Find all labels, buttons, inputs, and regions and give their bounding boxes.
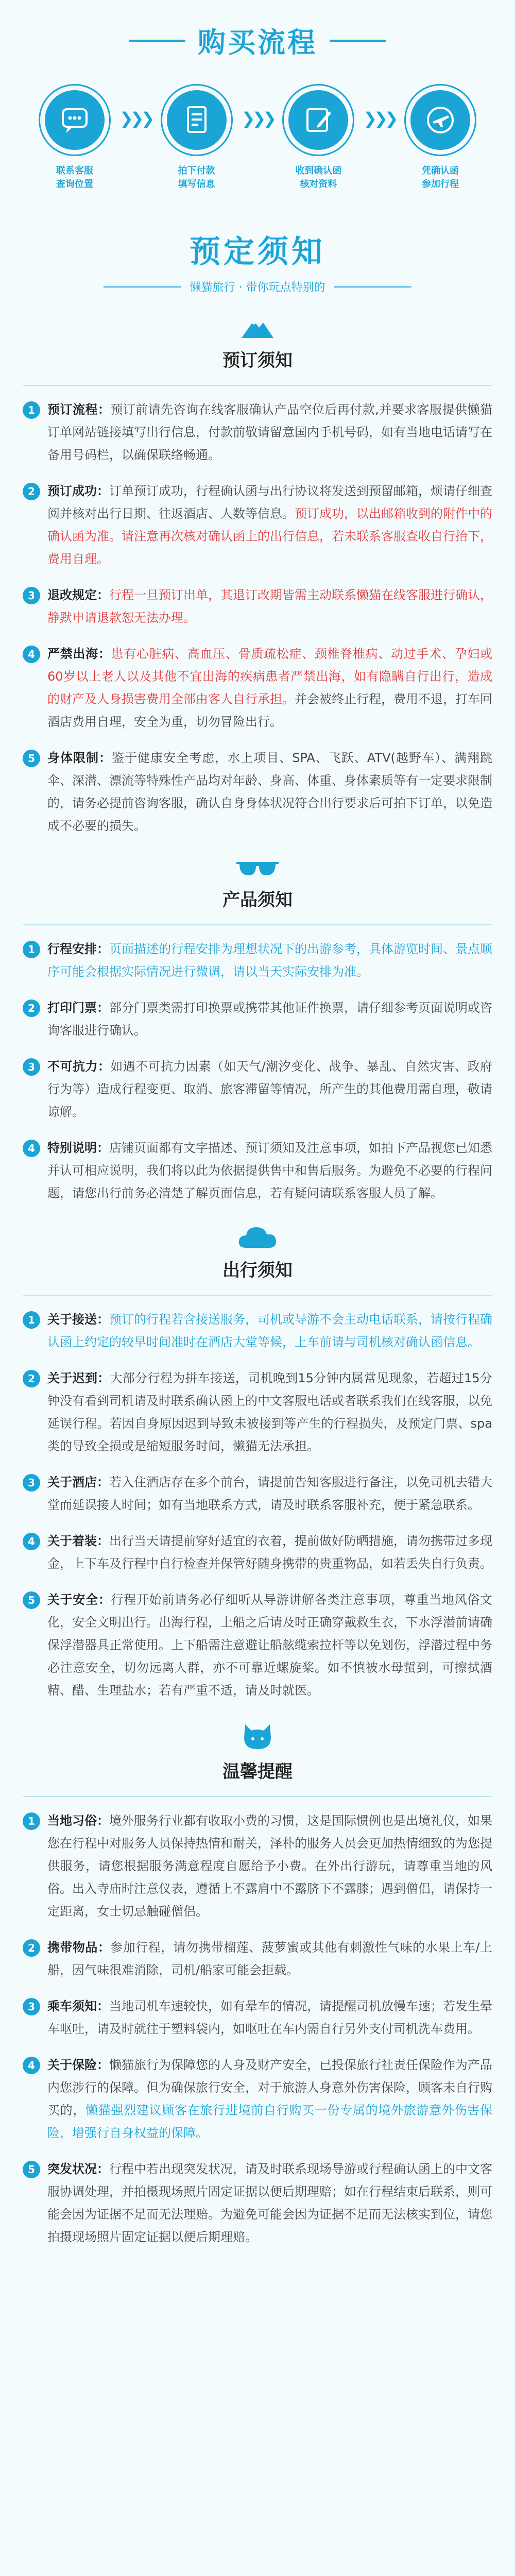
item-number-badge: 5 <box>23 1591 40 1609</box>
item-body-text: 行程开始前请务必仔细听从导游讲解各类注意事项，尊重当地风俗文化，安全文明出行。出海行程，上船之后请及时正确穿戴救生衣，下水浮潜前请确保浮潜器具正常使用。上下船需注意避让船舷缆索拉杆等以免划伤，浮潜过程中务必注意安全，切勿远离人群，亦不可靠近螺旋桨。如不慎被水母蜇到，可擦拭酒精、醋、生理盐水；若有严重不适，请及时就医。 <box>47 1592 492 1698</box>
item-number-badge: 1 <box>23 401 40 419</box>
item-body-text: 当地司机车速较快，如有晕车的情况，请提醒司机放慢车速；若发生晕车呕吐，请及时就往于塑料袋内，如呕吐在车内需自行另外支付司机洗车费用。 <box>47 1999 492 2036</box>
arrow-icon: ❯❯❯ <box>119 109 152 128</box>
arrow-icon: ❯❯❯ <box>241 109 274 128</box>
item-text <box>47 1308 492 1353</box>
list-item <box>23 1367 492 1458</box>
item-number-badge: 5 <box>23 750 40 767</box>
item-text <box>47 938 492 983</box>
list-item <box>23 1588 492 1702</box>
item-number-badge: 1 <box>23 1311 40 1329</box>
right-deco-line <box>330 40 386 42</box>
left-deco-line <box>104 286 181 287</box>
flow-step-3 <box>274 84 362 191</box>
item-number-badge: 1 <box>23 941 40 958</box>
list-item <box>23 1530 492 1575</box>
item-label: 预订成功： <box>47 484 109 498</box>
item-body-text: 店铺页面都有文字描述、预订须知及注意事项，如拍下产品视您已知悉并认可相应说明，我们将以此为依据提供售中和售后服务。为避免不必要的行程问题，请您出行前务必清楚了解页面信息，若有疑问请联系客服人员了解。 <box>47 1141 492 1200</box>
item-body-text: 大部分行程为拼车接送，司机晚到15分钟内属常见现象，若超过15分钟没有看到司机请及时联系确认函上的中文客服电话或者联系我们在线客服，以免延误行程。若因自身原因迟到导致未被接到等产生的行程损失，及预定门票、spa类的导致全损或是缩短服务时间，懒猫无法承担。 <box>47 1371 493 1453</box>
item-text <box>47 1530 492 1575</box>
notice-header <box>0 227 515 295</box>
item-body-text: 出行当天请提前穿好适宜的衣着，提前做好防晒措施，请勿携带过多现金，上下车及行程中自行检查并保管好随身携带的贵重物品，如若丢失自行负责。 <box>47 1534 492 1571</box>
flow-title: 购买流程 <box>198 26 317 59</box>
cat-icon <box>242 1722 273 1750</box>
sunglasses-icon <box>234 858 281 878</box>
list-item <box>23 480 492 570</box>
item-number-badge: 3 <box>23 1474 40 1492</box>
item-label: 预订流程： <box>47 402 111 417</box>
item-body-text: 若入住酒店存在多个前台，请提前告知客服进行备注，以免司机去错大堂而延误接人时间；如有当地联系方式，请及时联系客服补充，便于紧急联系。 <box>47 1475 492 1512</box>
flow-step-1 <box>31 84 118 191</box>
section-booking <box>0 315 515 837</box>
list-item <box>23 398 492 466</box>
item-body-text: 如遇不可抗力因素（如天气/潮汐变化、战争、暴乱、自然灾害、政府行为等）造成行程变更、取消、旅客滞留等情况，所产生的其他费用需自理，敬请谅解。 <box>47 1059 492 1119</box>
list-item <box>23 1055 492 1123</box>
divider <box>23 1796 492 1797</box>
item-number-badge: 2 <box>23 483 40 500</box>
section-title: 温馨提醒 <box>222 1761 293 1782</box>
flow-title-row <box>0 21 515 60</box>
notice-subtitle-row <box>0 279 515 295</box>
item-label: 突发状况： <box>47 2162 109 2176</box>
section-title: 出行须知 <box>222 1260 293 1281</box>
list-item <box>23 584 492 629</box>
item-body-text: 并会被终止行程，费用不退，打车回酒店费用自理，安全为重，切勿冒险出行。 <box>47 692 492 729</box>
item-number-badge: 3 <box>23 587 40 604</box>
divider <box>23 385 492 386</box>
list-item <box>23 2158 492 2248</box>
flow-step-2 <box>153 84 241 191</box>
item-number-badge: 4 <box>23 1533 40 1550</box>
item-highlight-text: 患有心脏病、高血压、骨质疏松症、颈椎脊椎病、动过手术、孕妇或60岁以上老人以及其他不宜出海的疾病患者严禁出海，如有隐瞒自行出行，造成的财产及人身损害费用全部由客人自行承担。 <box>47 647 492 706</box>
item-label: 携带物品： <box>47 1940 111 1955</box>
item-label: 不可抗力： <box>47 1059 111 1074</box>
item-highlight-text: 预订的行程若含接送服务，司机或导游不会主动电话联系，请按行程确认函上约定的较早时间准时在酒店大堂等候，上车前请与司机核对确认函信息。 <box>47 1312 492 1349</box>
item-label: 特别说明： <box>47 1141 109 1155</box>
item-text <box>47 1055 492 1123</box>
item-number-badge: 1 <box>23 1812 40 1830</box>
flow-step-4-label: 凭确认函 参加行程 <box>421 165 459 190</box>
item-text <box>47 996 492 1042</box>
item-label: 严禁出海： <box>47 647 111 661</box>
list-item <box>23 642 492 733</box>
flow-step-1-label: 联系客服 查询位置 <box>56 165 93 190</box>
section-tips <box>0 1722 515 2248</box>
section-product <box>0 858 515 1205</box>
divider <box>23 1295 492 1296</box>
item-number-badge: 4 <box>23 1140 40 1157</box>
item-label: 行程安排： <box>47 942 109 956</box>
item-text <box>47 398 492 466</box>
item-text <box>47 1995 492 2040</box>
item-text <box>47 747 492 837</box>
item-highlight-text: 懒猫强烈建议顾客在旅行进境前自行购买一份专属的境外旅游意外伤害保险，增强行自身权益的保障。 <box>47 2103 493 2140</box>
item-list <box>23 1308 492 1702</box>
item-label: 关于保险： <box>47 2058 109 2072</box>
customer-service-icon <box>45 90 105 150</box>
pencil-icon <box>288 90 348 150</box>
item-body-text: 部分门票类需打印换票或携带其他证件换票，请仔细参考页面说明或咨询客服进行确认。 <box>47 1001 492 1038</box>
item-label: 关于安全： <box>47 1592 111 1607</box>
item-body-text: 预订前请先咨询在线客服确认产品空位后再付款,并要求客服提供懒猫订单网站链接填写出行信息，付款前敬请留意国内手机号码，如有当地电话请写在备用号码栏，以确保联络畅通。 <box>47 402 492 462</box>
flow-step-2-label: 拍下付款 填写信息 <box>178 165 215 190</box>
item-text <box>47 1936 492 1981</box>
item-text <box>47 584 492 629</box>
item-number-badge: 5 <box>23 2161 40 2178</box>
item-text <box>47 2054 492 2144</box>
item-label: 乘车须知： <box>47 1999 109 2013</box>
item-text <box>47 480 492 570</box>
document-icon <box>167 90 227 150</box>
item-label: 身体限制： <box>47 751 112 765</box>
list-item <box>23 747 492 837</box>
item-label: 关于接送： <box>47 1312 109 1327</box>
arrow-icon: ❯❯❯ <box>363 109 396 128</box>
item-list <box>23 398 492 837</box>
item-label: 打印门票： <box>47 1001 109 1015</box>
item-body-text: 鉴于健康安全考虑，水上项目、SPA、飞跃、ATV(越野车）、满翔跳伞、深潜、漂流等特殊性产品均对年龄、身高、体重、身体素质等有一定要求限制的，请务必提前咨询客服，确认自身身体状况符合出行要求后可拍下订单，以免造成不必要的损失。 <box>47 751 493 833</box>
item-number-badge: 4 <box>23 2057 40 2074</box>
item-label: 关于酒店： <box>47 1475 109 1489</box>
item-text <box>47 1588 492 1702</box>
mountain-icon <box>239 315 276 339</box>
section-title: 产品须知 <box>222 890 293 910</box>
item-label: 关于迟到： <box>47 1371 110 1385</box>
notice-title: 预定须知 <box>190 234 325 270</box>
item-label: 当地习俗： <box>47 1814 109 1828</box>
item-body-text: 懒猫旅行为保障您的人身及财产安全，已投保旅行社责任保险作为产品内您涉行的保障。但为确保旅行安全，对于旅游人身意外伤害保险，顾客未自行购买的， <box>47 2058 492 2117</box>
item-text <box>47 642 492 733</box>
item-number-badge: 4 <box>23 646 40 663</box>
item-text <box>47 1471 492 1516</box>
item-list <box>23 1809 492 2248</box>
list-item <box>23 996 492 1042</box>
item-highlight-text: 页面描述的行程安排为理想状况下的出游参考，具体游览时间、景点顺序可能会根据实际情况进行微调，请以当天实际安排为准。 <box>47 942 492 979</box>
item-body-text: 行程中若出现突发状况，请及时联系现场导游或行程确认函上的中文客服协调处理，并拍摄现场照片固定证据以便后期理赔；如在行程结束后联系，则可能会因为证据不足而无法理赔。为避免可能会因为证据不足而无法核实到位，请您拍摄现场照片固定证据以便后期理赔。 <box>47 2162 492 2244</box>
item-label: 关于着装： <box>47 1534 109 1548</box>
section-title: 预订须知 <box>222 350 293 371</box>
right-deco-line <box>334 286 411 287</box>
list-item <box>23 2054 492 2144</box>
flow-step-4 <box>397 84 484 191</box>
item-highlight-text: 预订成功，以出邮箱收到的附件中的确认函为准。请注意再次核对确认函上的出行信息，若未联系客服查收自行抬下，费用自理。 <box>47 506 492 566</box>
list-item <box>23 1995 492 2040</box>
item-number-badge: 2 <box>23 999 40 1017</box>
item-list <box>23 938 492 1205</box>
item-number-badge: 3 <box>23 1998 40 2015</box>
cloud-icon <box>237 1225 278 1249</box>
item-highlight-text: 行程一旦预订出单，其退订改期皆需主动联系懒猫在线客服进行确认，静默申请退款恕无法办理。 <box>47 588 492 625</box>
item-number-badge: 2 <box>23 1939 40 1957</box>
section-travel <box>0 1225 515 1702</box>
item-label: 退改规定： <box>47 588 109 602</box>
item-number-badge: 3 <box>23 1058 40 1076</box>
flow-steps <box>31 84 484 191</box>
item-body-text: 参加行程，请勿携带榴莲、菠萝蜜或其他有刺激性气味的水果上车/上船，因气味很难消除，司机/船家可能会拒载。 <box>47 1940 492 1977</box>
list-item <box>23 1809 492 1923</box>
item-text <box>47 1367 492 1458</box>
item-text <box>47 2158 492 2248</box>
list-item <box>23 1471 492 1516</box>
item-body-text: 境外服务行业都有收取小费的习惯，这是国际惯例也是出境礼仪，如果您在行程中对服务人员保持热情和耐关，泽朴的服务人员会更加热情细致的为您提供服务，请您根据服务满意程度自愿给予小费。在外出行游玩，请尊重当地的风俗。出入寺庙时注意仪表，遵循上不露肩中不露脐下不露膝；遇到僧侣，请保持一定距离，女士切忌触碰僧侣。 <box>47 1814 492 1919</box>
flow-step-3-label: 收到确认函 核对资料 <box>295 165 342 190</box>
item-text <box>47 1137 492 1205</box>
list-item <box>23 1936 492 1981</box>
item-body-text: 订单预订成功，行程确认函与出行协议将发送到预留邮箱，烦请仔细查阅并核对出行日期、往返酒店、人数等信息。 <box>47 484 492 521</box>
list-item <box>23 938 492 983</box>
plane-icon <box>410 90 470 150</box>
left-deco-line <box>129 40 185 42</box>
purchase-flow <box>0 0 515 191</box>
list-item <box>23 1308 492 1353</box>
divider <box>23 924 492 925</box>
item-number-badge: 2 <box>23 1370 40 1387</box>
list-item <box>23 1137 492 1205</box>
item-text <box>47 1809 492 1923</box>
notice-subtitle: 懒猫旅行 · 带你玩点特别的 <box>190 281 325 294</box>
